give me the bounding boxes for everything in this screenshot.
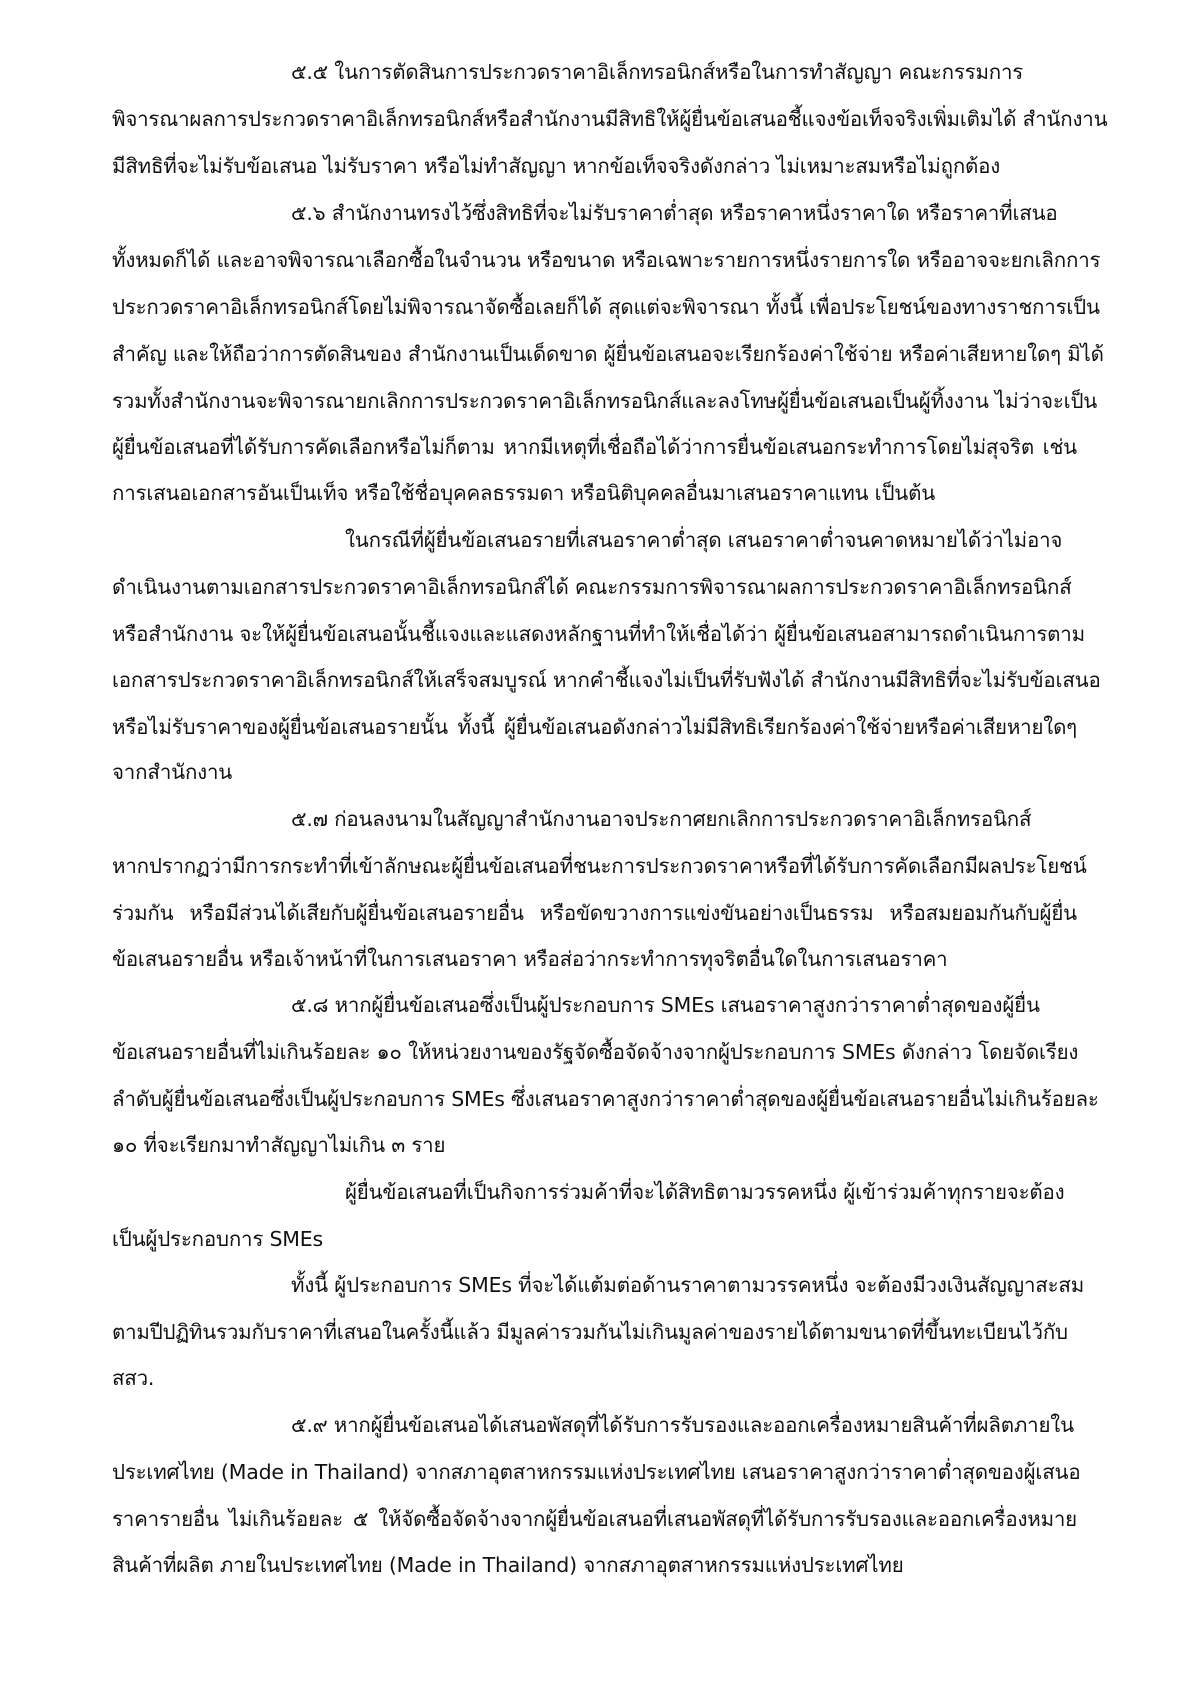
text-line: ๕.๙ หากผู้ยื่นข้อเสนอได้เสนอพัสดุที่ได้รับการรับรองและออกเครื่องหมายสินค้าที่ผลิตภายใน [291,1413,1074,1437]
text-line: หากปรากฏว่ามีการกระทำที่เข้าลักษณะผู้ยื่นข้อเสนอที่ชนะการประกวดราคาหรือที่ได้รับการคัดเลือกมีผลประโยชน์ [112,854,1087,878]
text-line: ข้อเสนอรายอื่น หรือเจ้าหน้าที่ในการเสนอราคา หรือส่อว่ากระทำการทุจริตอื่นใดในการเสนอราคา [112,947,948,971]
text-line: ผู้ยื่นข้อเสนอที่เป็นกิจการร่วมค้าที่จะได้สิทธิตามวรรคหนึ่ง ผู้เข้าร่วมค้าทุกรายจะต้อง [345,1180,1065,1204]
text-line: ร่วมกัน หรือมีส่วนได้เสียกับผู้ยื่นข้อเสนอรายอื่น หรือขัดขวางการแข่งขันอย่างเป็นธรรม หรือสมยอมกันกับผู้ยื่น [112,901,1077,925]
text-line: ๕.๖ สำนักงานทรงไว้ซึ่งสิทธิที่จะไม่รับราคาต่ำสุด หรือราคาหนึ่งราคาใด หรือราคาที่เสนอ [291,201,1058,225]
text-line: รวมทั้งสำนักงานจะพิจารณายกเลิกการประกวดราคาอิเล็กทรอนิกส์และลงโทษผู้ยื่นข้อเสนอเป็นผู้ทิ้งงาน ไม่ว่าจะเป็น [112,389,1098,413]
text-line: หรือไม่รับราคาของผู้ยื่นข้อเสนอรายนั้น ทั้งนี้ ผู้ยื่นข้อเสนอดังกล่าวไม่มีสิทธิเรียกร้องค่าใช้จ่ายหรือค่าเสียหายใดๆ [112,715,1077,739]
text-line: ข้อเสนอรายอื่นที่ไม่เกินร้อยละ ๑๐ ให้หน่วยงานของรัฐจัดซื้อจัดจ้างจากผู้ประกอบการ SMEs ดังกล่าว โดยจัดเรียง [112,1040,1079,1064]
text-line: ในกรณีที่ผู้ยื่นข้อเสนอรายที่เสนอราคาต่ำสุด เสนอราคาต่ำจนคาดหมายได้ว่าไม่อาจ [345,528,1063,552]
text-line: ๑๐ ที่จะเรียกมาทำสัญญาไม่เกิน ๓ ราย [112,1133,446,1157]
text-line: การเสนอเอกสารอันเป็นเท็จ หรือใช้ชื่อบุคคลธรรมดา หรือนิติบุคคลอื่นมาเสนอราคาแทน เป็นต้น [112,481,936,505]
text-line: ๕.๗ ก่อนลงนามในสัญญาสำนักงานอาจประกาศยกเลิกการประกวดราคาอิเล็กทรอนิกส์ [291,807,1032,831]
text-line: ๕.๘ หากผู้ยื่นข้อเสนอซึ่งเป็นผู้ประกอบการ SMEs เสนอราคาสูงกว่าราคาต่ำสุดของผู้ยื่น [291,993,1040,1017]
text-line: เป็นผู้ประกอบการ SMEs [112,1227,323,1251]
text-line: ประเทศไทย (Made in Thailand) จากสภาอุตสาหกรรมแห่งประเทศไทย เสนอราคาสูงกว่าราคาต่ำสุดของผู้เสนอ [112,1460,1081,1484]
text-line: สินค้าที่ผลิต ภายในประเทศไทย (Made in Thailand) จากสภาอุตสาหกรรมแห่งประเทศไทย [112,1553,904,1577]
text-line: ผู้ยื่นข้อเสนอที่ได้รับการคัดเลือกหรือไม่ก็ตาม หากมีเหตุที่เชื่อถือได้ว่าการยื่นข้อเสนอกระทำการโดยไม่สุจริต เช่น [112,435,1077,459]
text-line: มีสิทธิที่จะไม่รับข้อเสนอ ไม่รับราคา หรือไม่ทำสัญญา หากข้อเท็จจริงดังกล่าว ไม่เหมาะสมหรือไม่ถูกต้อง [112,154,1001,178]
text-line: สสว. [112,1366,155,1390]
text-line: ราคารายอื่น ไม่เกินร้อยละ ๕ ให้จัดซื้อจัดจ้างจากผู้ยื่นข้อเสนอที่เสนอพัสดุที่ได้รับการรับรองและออกเครื่องหมาย [112,1507,1077,1531]
text-line: เอกสารประกวดราคาอิเล็กทรอนิกส์ให้เสร็จสมบูรณ์ หากคำชี้แจงไม่เป็นที่รับฟังได้ สำนักงานมีสิทธิที่จะไม่รับข้อเสนอ [112,668,1101,692]
text-line: ตามปีปฏิทินรวมกับราคาที่เสนอในครั้งนี้แล้ว มีมูลค่ารวมกันไม่เกินมูลค่าของรายได้ตามขนาดที่ขึ้นทะเบียนไว้กับ [112,1320,1068,1344]
text-line: ทั้งนี้ ผู้ประกอบการ SMEs ที่จะได้แต้มต่อด้านราคาตามวรรคหนึ่ง จะต้องมีวงเงินสัญญาสะสม [291,1273,1085,1297]
text-line: ประกวดราคาอิเล็กทรอนิกส์โดยไม่พิจารณาจัดซื้อเลยก็ได้ สุดแต่จะพิจารณา ทั้งนี้ เพื่อประโยชน์ของทางราชการเป็น [112,295,1100,319]
text-line: จากสำนักงาน [112,760,233,784]
text-line: ลำดับผู้ยื่นข้อเสนอซึ่งเป็นผู้ประกอบการ SMEs ซึ่งเสนอราคาสูงกว่าราคาต่ำสุดของผู้ยื่นข้อเสนอรายอื่นไม่เกินร้อยละ [112,1087,1099,1111]
text-line: หรือสำนักงาน จะให้ผู้ยื่นข้อเสนอนั้นชี้แจงและแสดงหลักฐานที่ทำให้เชื่อได้ว่า ผู้ยื่นข้อเสนอสามารถดำเนินการตาม [112,622,1085,646]
text-line: ๕.๕ ในการตัดสินการประกวดราคาอิเล็กทรอนิกส์หรือในการทำสัญญา คณะกรรมการ [291,60,1024,84]
text-line: สำคัญ และให้ถือว่าการตัดสินของ สำนักงานเป็นเด็ดขาด ผู้ยื่นข้อเสนอจะเรียกร้องค่าใช้จ่าย หรือค่าเสียหายใดๆ มิได้ [112,342,1104,366]
text-line: พิจารณาผลการประกวดราคาอิเล็กทรอนิกส์หรือสำนักงานมีสิทธิให้ผู้ยื่นข้อเสนอชี้แจงข้อเท็จจริงเพิ่มเติมได้ สำนักงาน [112,107,1108,131]
text-line: ทั้งหมดก็ได้ และอาจพิจารณาเลือกซื้อในจำนวน หรือขนาด หรือเฉพาะรายการหนึ่งรายการใด หรืออาจจะยกเลิกการ [112,248,1101,272]
text-line: ดำเนินงานตามเอกสารประกวดราคาอิเล็กทรอนิกส์ได้ คณะกรรมการพิจารณาผลการประกวดราคาอิเล็กทรอนิกส์ [112,575,1072,599]
